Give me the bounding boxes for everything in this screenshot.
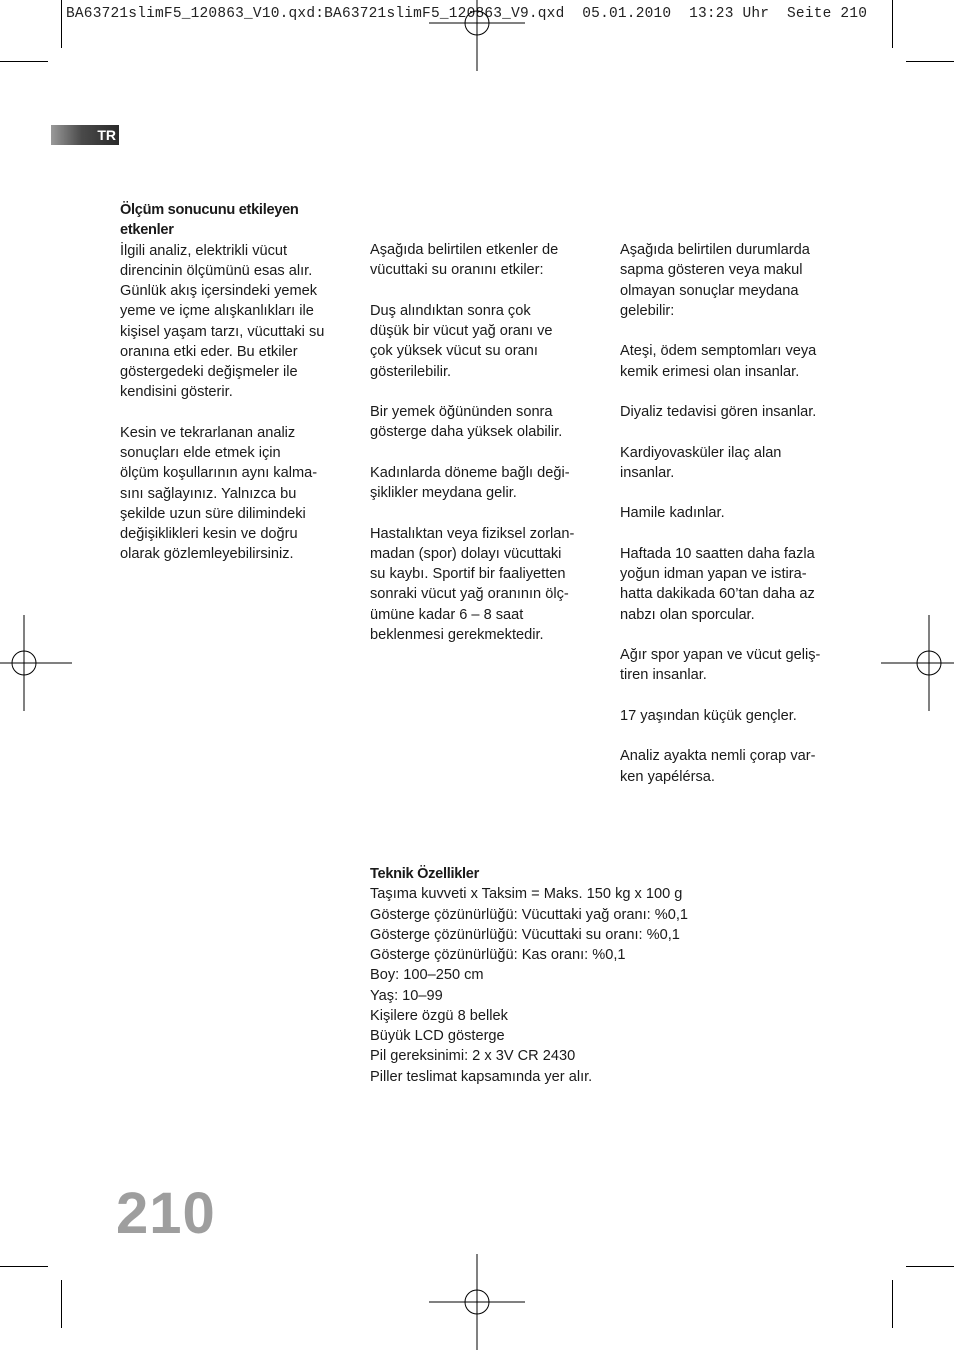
spec-line: Yaş: 10–99: [370, 987, 443, 1004]
column-deviation-cases: [620, 240, 840, 787]
spec-line: Gösterge çözünürlüğü: Kas oranı: %0,1: [370, 947, 626, 963]
spec-line: Gösterge çözünürlüğü: Vücuttaki yağ oranı: %0,1: [370, 906, 689, 923]
paragraph: 17 yaşından küçük gençler.: [620, 707, 797, 724]
spec-line: Piller teslimat kapsamında yer alır.: [370, 1068, 593, 1085]
crop-mark: [61, 1280, 62, 1328]
crop-mark: [892, 0, 893, 48]
paragraph: Bir yemek öğününden sonra gösterge daha yüksek olabilir.: [370, 404, 563, 441]
paragraph: Aşağıda belirtilen durumlarda sapma gösteren veya makul olmayan sonuçlar meydana gelebilir:: [620, 242, 810, 319]
paragraph: Kadınlarda döneme bağlı deği- şiklikler meydana gelir.: [370, 464, 570, 501]
technical-specifications: [370, 864, 770, 1087]
language-tab: TR: [51, 125, 119, 145]
registration-mark-right: [881, 615, 954, 711]
paragraph: İlgili analiz, elektrikli vücut direncinin ölçümünü esas alır. Günlük akış içersindeki yemek yeme ve içme alışkanlıkları ile kişisel yaşam tarzı, vücuttaki su oranına etki eder. Bu etkiler göstergedeki değişmeler ile kendisini gösterir.: [120, 242, 325, 401]
registration-mark-left: [0, 615, 72, 711]
paragraph: Haftada 10 saatten daha fazla yoğun idman yapan ve istira- hatta dakikada 60’tan daha az nabzı olan sporcular.: [620, 545, 815, 623]
column-water-factors: [370, 240, 590, 645]
file-slug-line: BA63721slimF5_120863_V10.qxd:BA63721slimF5_120863_V9.qxd 05.01.2010 13:23 Uhr Seite 210: [66, 6, 868, 22]
spec-line: Taşıma kuvveti x Taksim = Maks. 150 kg x 100 g: [370, 886, 683, 903]
column-measurement-factors: [120, 200, 340, 565]
paragraph: Diyaliz tedavisi gören insanlar.: [620, 404, 817, 420]
paragraph: Ateşi, ödem semptomları veya kemik erimesi olan insanlar.: [620, 343, 817, 380]
crop-mark: [61, 0, 62, 48]
page-number: 210: [116, 1181, 216, 1246]
registration-mark-bottom: [429, 1254, 525, 1350]
spec-line: Kişilere özgü 8 bellek: [370, 1007, 508, 1024]
spec-line: Gösterge çözünürlüğü: Vücuttaki su oranı: %0,1: [370, 926, 680, 943]
spec-line: Pil gereksinimi: 2 x 3V CR 2430: [370, 1048, 576, 1065]
crop-mark: [0, 1266, 48, 1267]
paragraph: Aşağıda belirtilen etkenler de vücuttaki su oranını etkiler:: [370, 242, 559, 279]
crop-mark: [906, 1266, 954, 1267]
paragraph: Ağır spor yapan ve vücut geliş- tiren insanlar.: [620, 647, 821, 684]
paragraph: Kardiyovasküler ilaç alan insanlar.: [620, 444, 782, 481]
paragraph: Hamile kadınlar.: [620, 505, 725, 522]
crop-mark: [892, 1280, 893, 1328]
spec-line: Boy: 100–250 cm: [370, 967, 484, 984]
paragraph: Duş alındıktan sonra çok düşük bir vücut yağ oranı ve çok yüksek vücut su oranı gösterilebilir.: [370, 302, 553, 380]
crop-mark: [0, 61, 48, 62]
paragraph: Hastalıktan veya fiziksel zorlan- madan (spor) dolayı vücuttaki su kaybı. Sportif bir faaliyetten sonraki vücut yağ oranının ölç- ümüne kadar 6 – 8 saat beklenmesi gerekmektedir.: [370, 525, 575, 643]
crop-mark: [906, 61, 954, 62]
paragraph: Kesin ve tekrarlanan analiz sonuçları elde etmek için ölçüm koşullarının aynı kalma- sını sağlayınız. Yalnızca bu şekilde uzun süre dilimindeki değişiklikleri kesin ve doğru olarak gözlemleyebilirsiniz.: [120, 424, 318, 563]
specs-heading: Teknik Özellikler: [370, 866, 479, 882]
spec-line: Büyük LCD gösterge: [370, 1028, 505, 1044]
section-heading: Ölçüm sonucunu etkileyen etkenler: [120, 202, 299, 239]
registration-mark-top: [429, 0, 525, 71]
paragraph: Analiz ayakta nemli çorap var- ken yapélérsa.: [620, 748, 816, 785]
